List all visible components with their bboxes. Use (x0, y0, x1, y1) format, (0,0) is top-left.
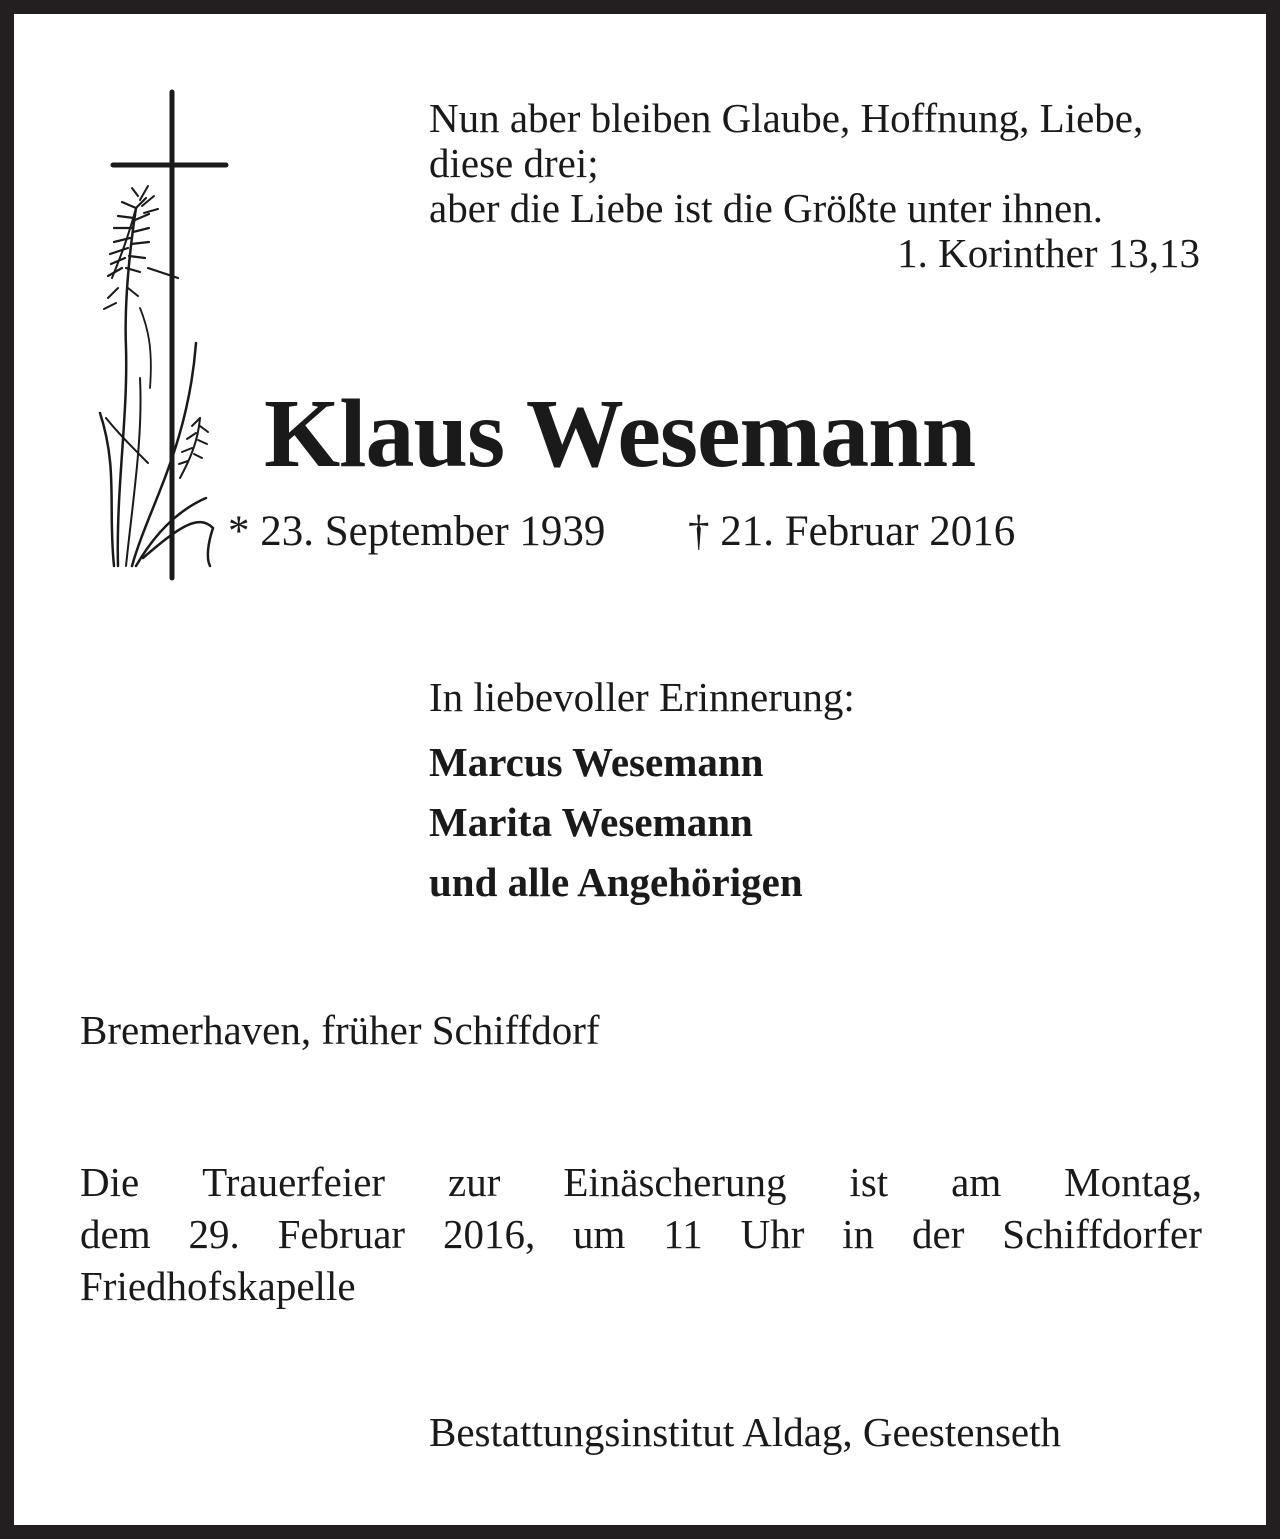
ceremony-word: Februar (277, 1211, 406, 1257)
ceremony-word: 11 (663, 1211, 703, 1257)
ceremony-word: der (912, 1211, 965, 1257)
cross-with-grass-icon (88, 88, 238, 583)
verse-reference: 1. Korinther 13,13 (897, 230, 1200, 276)
ceremony-line-3: Friedhofskapelle (80, 1263, 356, 1309)
ceremony-word: am (951, 1159, 1002, 1205)
ceremony-word: Trauerfeier (202, 1159, 386, 1205)
verse-line-3: aber die Liebe ist die Größte unter ihnen. (429, 185, 1103, 231)
ceremony-word: 2016, (442, 1211, 536, 1257)
ceremony-word: ist (849, 1159, 889, 1205)
location: Bremerhaven, früher Schiffdorf (80, 1007, 600, 1053)
verse-line-1: Nun aber bleiben Glaube, Hoffnung, Liebe, (429, 95, 1144, 141)
ceremony-line-2 (80, 1208, 1202, 1260)
mourner-name: Marita Wesemann (429, 799, 753, 845)
ceremony-word: um (573, 1211, 626, 1257)
remembrance-intro: In liebevoller Erinnerung: (429, 674, 855, 720)
ceremony-line-1 (80, 1156, 1202, 1208)
mourner-name: Marcus Wesemann (429, 739, 764, 785)
ceremony-word: 29. (188, 1211, 240, 1257)
ceremony-word: Einäscherung (563, 1159, 787, 1205)
mourner-name: und alle Angehörigen (429, 859, 803, 905)
ceremony-word: Schiffdorfer (1002, 1211, 1202, 1257)
death-date: † 21. Februar 2016 (688, 508, 1016, 555)
ceremony-word: Uhr (740, 1211, 805, 1257)
ceremony-word: dem (80, 1211, 151, 1257)
deceased-name: Klaus Wesemann (264, 380, 976, 488)
ceremony-info (80, 1156, 1202, 1312)
funeral-home: Bestattungsinstitut Aldag, Geestenseth (429, 1409, 1062, 1455)
ceremony-word: Montag, (1064, 1159, 1202, 1205)
ceremony-word: Die (80, 1159, 140, 1205)
birth-date: * 23. September 1939 (228, 508, 606, 555)
verse-line-2: diese drei; (429, 140, 599, 186)
ceremony-word: zur (448, 1159, 501, 1205)
ceremony-word: in (842, 1211, 875, 1257)
